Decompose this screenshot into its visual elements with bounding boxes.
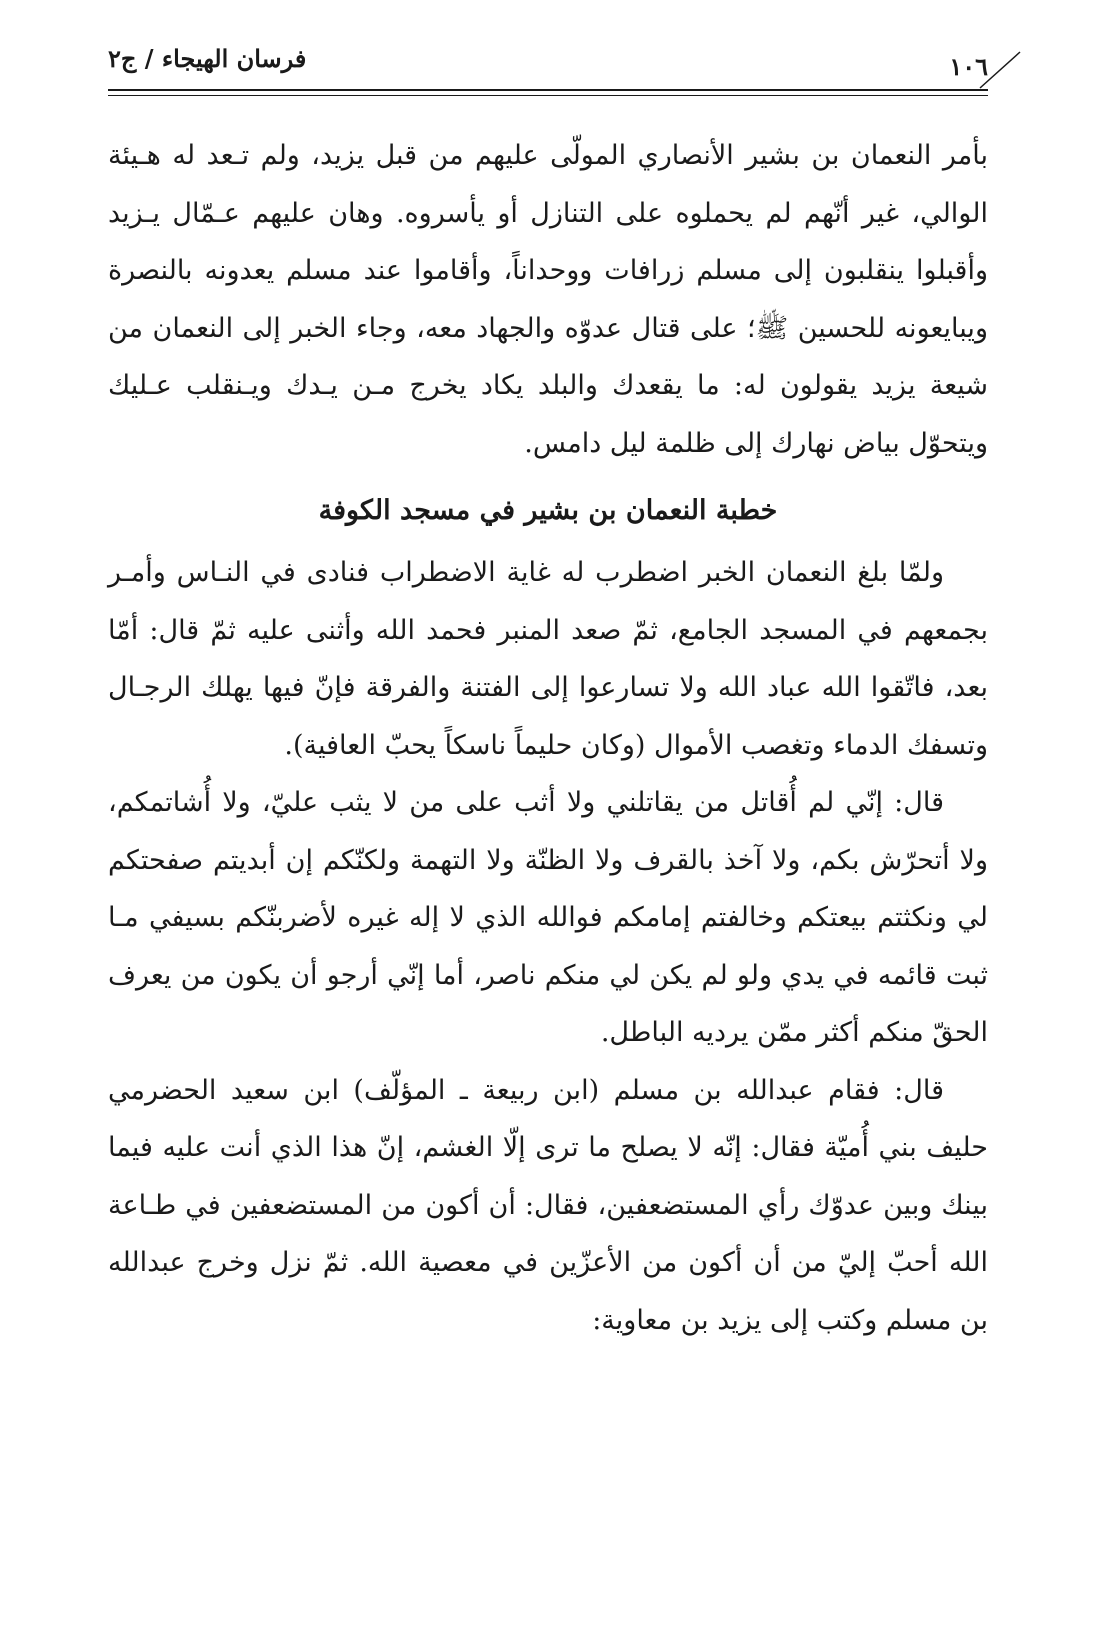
section-heading: خطبة النعمان بن بشير في مسجد الكوفة — [318, 495, 778, 526]
page-header — [108, 40, 988, 100]
page-body — [108, 127, 988, 1349]
body-paragraph: ولمّا بلغ النعمان الخبر اضطرب له غاية الاضطراب فنادى في النـاس وأمـر بجمعهم في المسجد الجامع، ثمّ صعد المنبر فحمد الله وأثنى عليه ثمّ قال: أمّا بعد، فاتّقوا الله عباد الله ولا تسارعوا إلى الفتنة والفرقة فإنّ فيها يهلك الرجـال وتسفك الدماء وتغصب الأموال (وكان حليماً ناسكاً يحبّ العافية). — [108, 557, 988, 761]
body-paragraph: بأمر النعمان بن بشير الأنصاري المولّى عليهم من قبل يزيد، ولم تـعد له هـيئة الوالي، غير أنّهم لم يحملوه على التنازل أو يأسروه. وهان عليهم عـمّال يـزيد وأقبلوا ينقلبون إلى مسلم زرافات ووحداناً، وأقاموا عند مسلم يعدونه بالنصرة ويبايعونه للحسين ﷺ؛ على قتال عدوّه والجهاد معه، وجاء الخبر إلى النعمان من شيعة يزيد يقولون له: ما يقعدك والبلد يكاد يخرج مـن يـدك ويـنقلب عـليك ويتحوّل بياض نهارك إلى ظلمة ليل دامس. — [108, 140, 988, 459]
header-rule-thin — [108, 95, 988, 96]
body-paragraph: قال: إنّي لم أُقاتل من يقاتلني ولا أثب على من لا يثب عليّ، ولا أُشاتمكم، ولا أتحرّش بكم، ولا آخذ بالقرف ولا الظنّة ولا التهمة ولكنّكم إن أبديتم صفحتكم لي ونكثتم بيعتكم وخالفتم إمامكم فوالله الذي لا إله غيره لأضربنّكم بسيفي مـا ثبت قائمه في يدي ولو لم يكن لي منكم ناصر، أما إنّي أرجو أن يكون من يعرف الحقّ منكم أكثر ممّن يرديه الباطل. — [108, 787, 988, 1048]
running-title: فرسان الهيجاء / ج٢ — [108, 44, 307, 73]
body-paragraph: قال: فقام عبدالله بن مسلم (ابن ربيعة ـ المؤلّف) ابن سعيد الحضرمي حليف بني أُميّة فقال: إنّه لا يصلح ما ترى إلّا الغشم، إنّ هذا الذي أنت عليه فيما بينك وبين عدوّك رأي المستضعفين، فقال: أن أكون من المستضعفين في طـاعة الله أحبّ إليّ من أن أكون من الأعزّين في معصية الله. ثمّ نزل وخرج عبدالله بن مسلم وكتب إلى يزيد بن معاوية: — [108, 1074, 988, 1336]
header-rule-thick — [108, 89, 988, 91]
page-number: ١٠٦ — [949, 52, 988, 81]
